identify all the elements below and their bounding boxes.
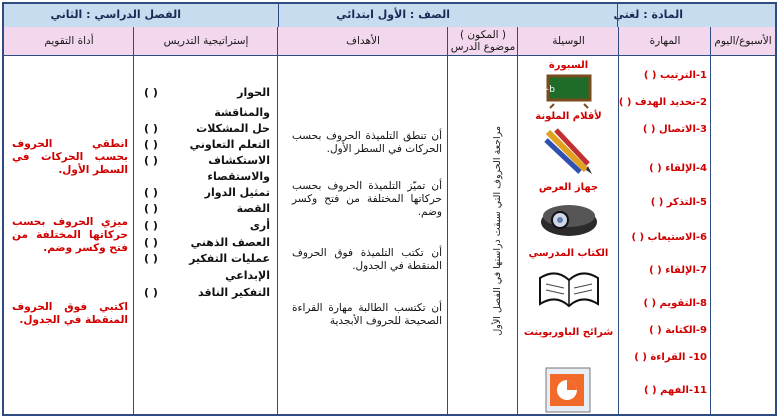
header-divider [278, 4, 279, 27]
col-skill: المهارة [618, 27, 711, 55]
tools-column [518, 56, 619, 414]
assessment-1: انطقي الحروف بحسب الحركات في السطر الأول. [12, 138, 128, 176]
skill-checkbox[interactable]: ( ) [642, 124, 656, 135]
skill-label: 8-التقويم [659, 298, 707, 309]
col-tool: الوسيلة [517, 27, 619, 55]
skills-column [619, 56, 711, 414]
skill-label: 9-الكتابة [665, 325, 707, 336]
grade-label: الصف : الأول ابتدائي [336, 8, 450, 21]
skill-checkbox[interactable]: ( ) [650, 197, 664, 208]
strategy-checkbox[interactable]: ( ) [144, 86, 158, 99]
skill-checkbox[interactable]: ( ) [649, 265, 662, 276]
strategy-checkbox[interactable]: ( ) [144, 138, 158, 151]
projector-icon [538, 196, 600, 240]
skill-item [651, 197, 707, 208]
col-strategy: إستراتيجية التدريس [133, 27, 278, 55]
strategy-item: والمناقشة [214, 106, 270, 119]
assessment-column [4, 56, 134, 414]
skill-checkbox[interactable]: ( ) [618, 97, 632, 108]
skill-label: 1-الترتيب [659, 70, 707, 81]
strategy-item: حل المشكلات [196, 122, 270, 135]
goal-2: أن تميّز التلميذة الحروف بحسب حركاتها المختلفة من فتح وكسر وضم. [292, 180, 442, 218]
goal-3: أن تكتب التلميذة فوق الحروف المنقطة في الجدول. [292, 247, 442, 272]
skill-checkbox[interactable]: ( ) [649, 163, 662, 174]
skill-checkbox[interactable]: ( ) [631, 232, 645, 243]
strategy-checkbox[interactable]: ( ) [144, 252, 158, 265]
header-row [4, 4, 775, 28]
assessment-2: ميزي الحروف بحسب حركاتها المختلفة من فتح وكسر وضم. [12, 216, 128, 254]
column-header-row [4, 27, 775, 56]
strategy-item: عمليات التفكير [189, 252, 270, 265]
strategy-item: أرى [249, 219, 270, 232]
strategy-item: التعلم التعاوني [189, 138, 270, 151]
goal-4: أن تكتسب الطالبة مهارة القراءة الصحيحة للحروف الأبجدية [292, 302, 442, 327]
col-assessment: أداة التقويم [3, 27, 134, 55]
header-divider [617, 4, 618, 27]
col-component-line1: ( المكون ) [460, 29, 506, 41]
skill-item [643, 124, 707, 135]
strategy-checkbox[interactable]: ( ) [144, 154, 158, 167]
blackboard-icon [536, 74, 592, 108]
term-label: الفصل الدراسي : الثاني [50, 8, 181, 21]
strategy-checkbox[interactable]: ( ) [144, 122, 158, 135]
col-component-line2: موضوع الدرس [450, 41, 516, 53]
skill-checkbox[interactable]: ( ) [643, 298, 657, 309]
strategy-checkbox[interactable]: ( ) [144, 219, 158, 232]
skill-item [649, 265, 707, 276]
col-week-day: الأسبوع/اليوم [710, 27, 775, 55]
lesson-topic: مراجعة الحروف التي سبقت دراستها في الفصل الأول [492, 126, 503, 336]
skill-label: 6-الاستيعاب [647, 232, 707, 243]
skill-label: 7-الإلقاء [665, 265, 707, 276]
skill-item [619, 97, 707, 108]
goals-column [278, 56, 448, 414]
lesson-plan-table [2, 2, 777, 416]
skill-label: 11-الفهم [660, 385, 707, 396]
skill-item [634, 352, 707, 363]
strategy-checkbox[interactable]: ( ) [144, 286, 158, 299]
strategy-item: تمثيل الدوار [204, 186, 270, 199]
skill-label: 2-تحديد الهدف [634, 97, 707, 108]
strategy-item: الإبداعي [225, 269, 270, 282]
skill-label: 3-الاتصال [658, 124, 707, 135]
tool-label-powerpoint: شرائح الباوربوينت [523, 327, 614, 338]
strategy-checkbox[interactable]: ( ) [144, 186, 158, 199]
skill-label: 5-التذكر [666, 197, 707, 208]
col-component [447, 27, 518, 55]
skill-item [643, 298, 707, 309]
strategy-item: الحوار [237, 86, 270, 99]
skill-item [644, 70, 707, 81]
tool-label-pencils: لأقلام الملونة [535, 111, 602, 122]
strategy-column [134, 56, 278, 414]
powerpoint-icon [542, 364, 594, 414]
tool-label-projector: جهاز العرض [538, 182, 599, 193]
skill-label: 10- القراءة [650, 352, 707, 363]
strategy-item: القصة [236, 202, 270, 215]
tool-label-textbook: الكتاب المدرسي [528, 248, 609, 259]
strategy-item: والاستقصاء [207, 170, 270, 183]
skill-item [644, 385, 707, 396]
strategy-item: العصف الذهني [190, 236, 270, 249]
skill-item [649, 163, 707, 174]
strategy-checkbox[interactable]: ( ) [144, 236, 158, 249]
svg-text:a+b: a+b [536, 85, 555, 95]
tool-label-blackboard: السبورة [548, 60, 589, 71]
skill-checkbox[interactable]: ( ) [634, 352, 647, 363]
goal-1: أن تنطق التلميذة الحروف بحسب الحركات في السطر الأول. [292, 130, 442, 155]
skill-checkbox[interactable]: ( ) [649, 325, 662, 336]
skill-label: 4-الإلقاء [665, 163, 707, 174]
colored-pencils-icon [542, 126, 596, 176]
strategy-item: الاستكشاف [208, 154, 270, 167]
strategy-item: التفكير الناقد [198, 286, 270, 299]
skill-checkbox[interactable]: ( ) [643, 70, 657, 81]
skill-item [631, 232, 707, 243]
strategy-checkbox[interactable]: ( ) [144, 202, 158, 215]
skill-item [649, 325, 707, 336]
subject-label: المادة : لغتي [613, 8, 683, 21]
table-body [4, 56, 775, 414]
open-book-icon [536, 264, 602, 310]
assessment-3: اكتبي فوق الحروف المنقطة في الجدول. [12, 301, 128, 326]
col-goals: الأهداف [277, 27, 448, 55]
skill-checkbox[interactable]: ( ) [643, 385, 657, 396]
